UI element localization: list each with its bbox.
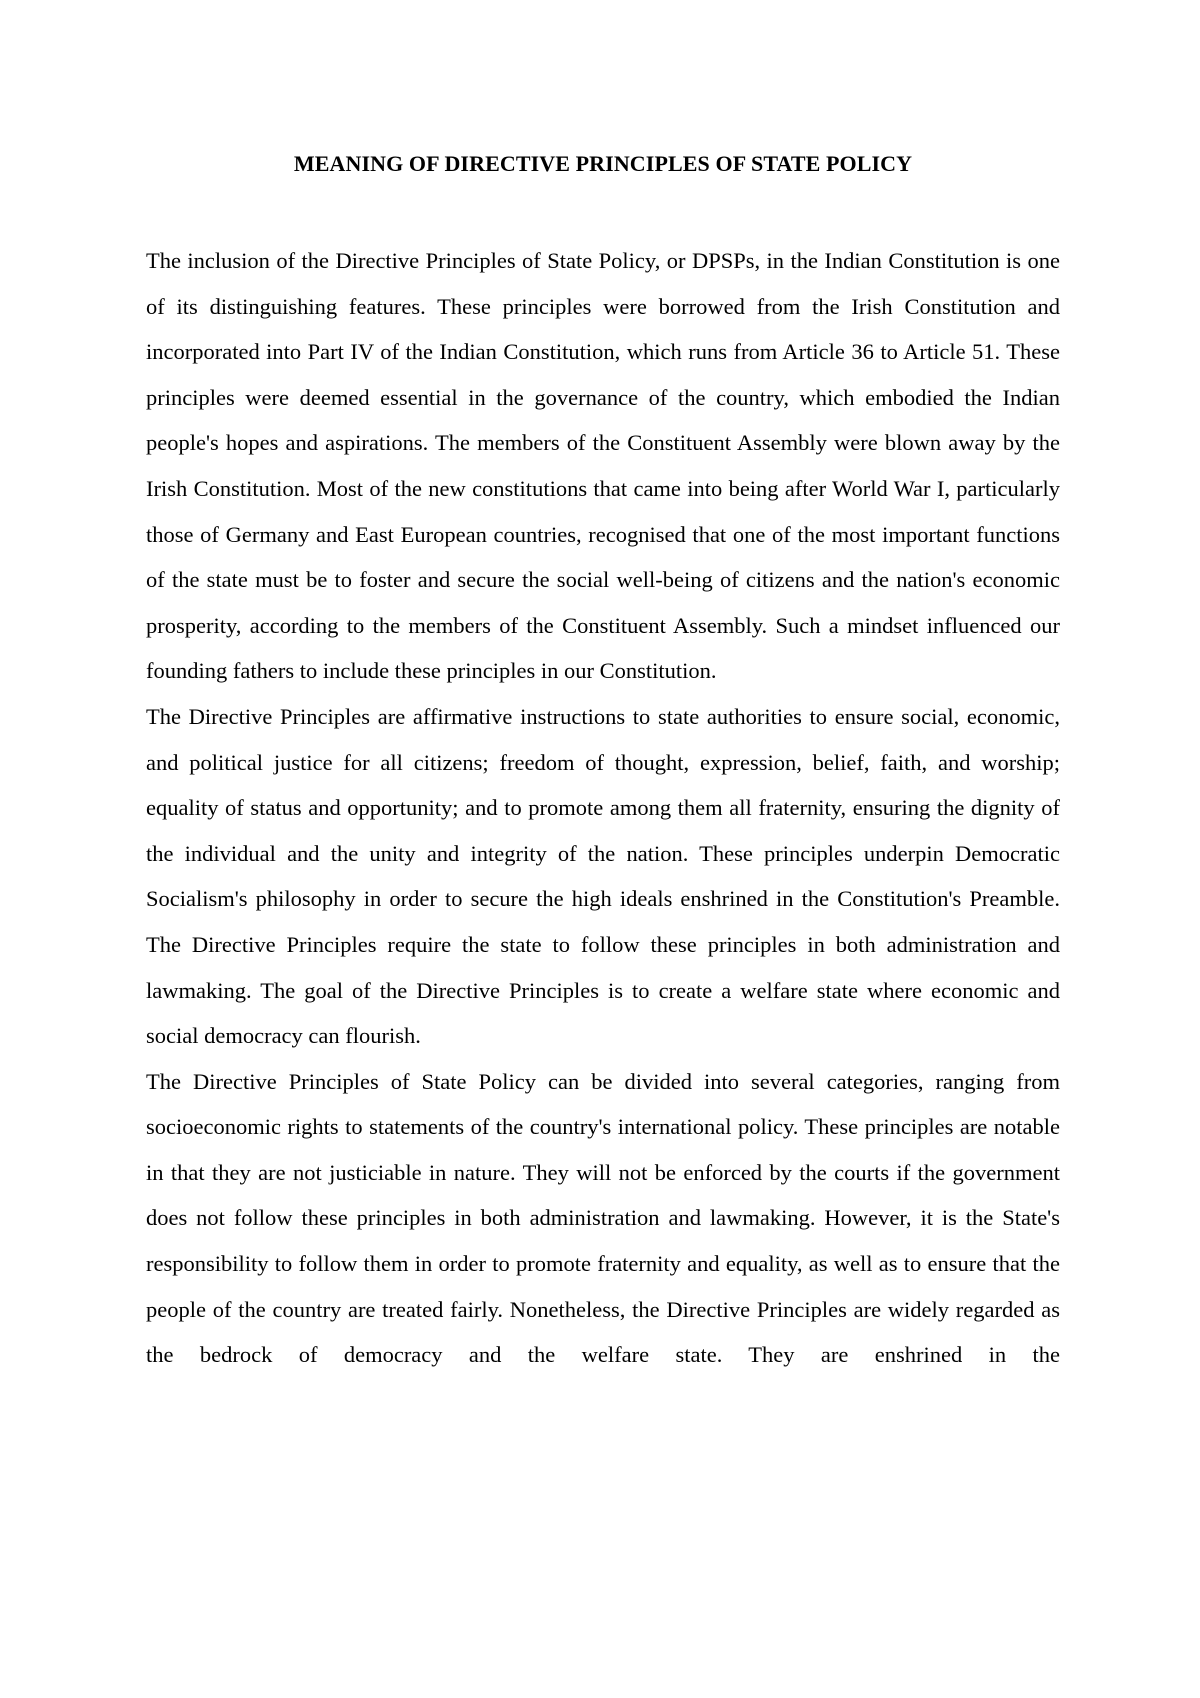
- paragraph-2: The Directive Principles are affirmative instructions to state authorities to ensure social, economic, and political justice for all citizens; freedom of thought, expression, belief, faith, and worship; equality of status and opportunity; and to promote among them all fraternity, ensuring the dignity of the individual and the unity and integrity of the nation. These principles underpin Democratic Socialism's philosophy in order to secure the high ideals enshrined in the Constitution's Preamble. The Directive Principles require the state to follow these principles in both administration and lawmaking. The goal of the Directive Principles is to create a welfare state where economic and social democracy can flourish.: [146, 703, 1060, 1049]
- paragraph-1: The inclusion of the Directive Principles of State Policy, or DPSPs, in the Indian Constitution is one of its distinguishing features. These principles were borrowed from the Irish Constitution and incorporated into Part IV of the Indian Constitution, which runs from Article 36 to Article 51. These principles were deemed essential in the governance of the country, which embodied the Indian people's hopes and aspirations. The members of the Constituent Assembly were blown away by the Irish Constitution. Most of the new constitutions that came into being after World War I, particularly those of Germany and East European countries, recognised that one of the most important functions of the state must be to foster and secure the social well-being of citizens and the nation's economic prosperity, according to the members of the Constituent Assembly. Such a mindset influenced our founding fathers to include these principles in our Constitution.: [146, 248, 1060, 684]
- document-title: MEANING OF DIRECTIVE PRINCIPLES OF STATE POLICY: [293, 151, 913, 176]
- document-body: [146, 238, 1060, 1378]
- paragraph-3: The Directive Principles of State Policy can be divided into several categories, ranging from socioeconomic rights to statements of the country's international policy. These principles are notable in that they are not justiciable in nature. They will not be enforced by the courts if the government does not follow these principles in both administration and lawmaking. However, it is the State's responsibility to follow them in order to promote fraternity and equality, as well as to ensure that the people of the country are treated fairly. Nonetheless, the Directive Principles are widely regarded as the bedrock of democracy and the welfare state. They are enshrined in the: [146, 1068, 1060, 1368]
